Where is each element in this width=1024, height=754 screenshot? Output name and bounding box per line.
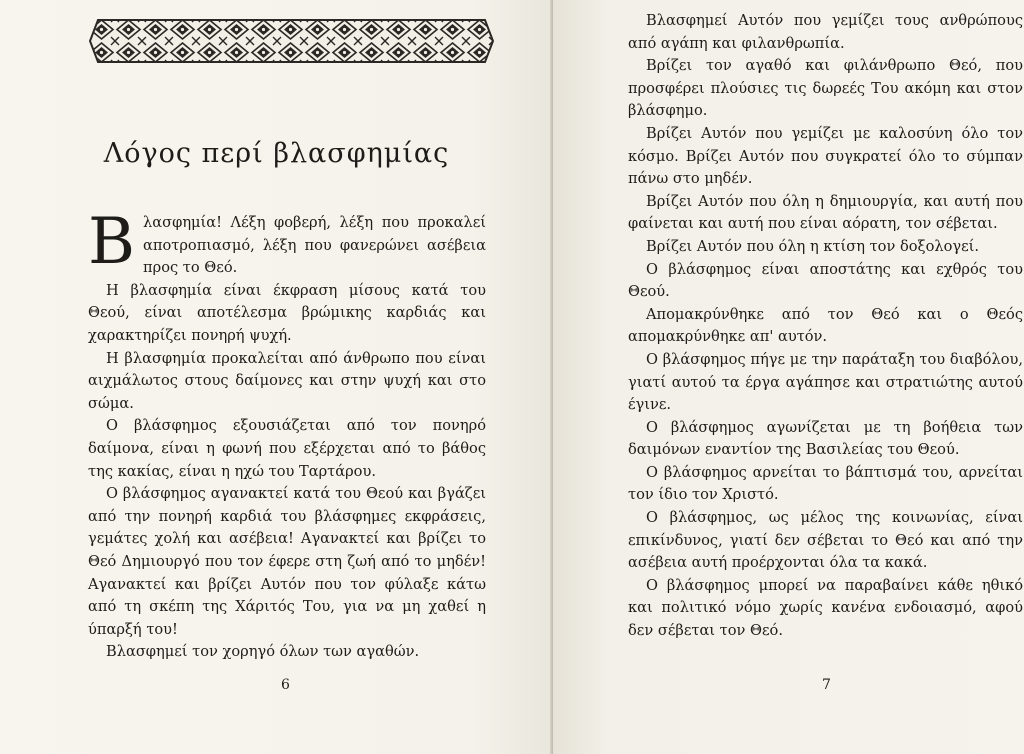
left-page-text — [88, 205, 486, 664]
paragraph: Ο βλάσφημος αγωνίζεται με τη βοήθεια των δαιμόνων εναντίον της Βασιλείας του Θεού. — [628, 418, 1023, 459]
ornamental-band-icon — [88, 18, 495, 64]
paragraph-text: λασφημία! Λέξη φοβερή, λέξη που προκαλεί αποτροπιασμό, λέξη που φανερώνει ασέβεια προς το Θεό. — [143, 214, 486, 277]
right-page-text — [628, 10, 1023, 643]
paragraph: Βρίζει Αυτόν που όλη η δημιουργία, και αυτή που φαίνεται και αυτή που είναι αόρατη, τον σέβεται. — [628, 192, 1023, 233]
paragraph: Ο βλάσφημος αγανακτεί κατά του Θεού και βγάζει από την πονηρή καρδιά του βλάσφημες εκφράσεις, γεμάτες χολή και ασέβεια! Αγανακτεί και βρίζει το Θεό Δημιουργό που τον έφερε στη ζωή από το μηδέν! Αγανακτεί και βρίζει Αυτόν που τον φύλαξε κάτω από τη σκέπη της Χάριτός Του, για να μη χαθεί η ύπαρξή του! — [88, 485, 486, 638]
paragraph: Ο βλάσφημος αρνείται το βάπτισμά του, αρνείται τον ίδιο τον Χριστό. — [628, 463, 1023, 504]
paragraph: Βλασφημεί τον χορηγό όλων των αγαθών. — [106, 643, 420, 661]
paragraph: Βλασφημεί Αυτόν που γεμίζει τους ανθρώπους από αγάπη και φιλανθρωπία. — [628, 12, 1023, 52]
paragraph: Βρίζει Αυτόν που όλη η κτίση τον δοξολογεί. — [646, 237, 980, 255]
paragraph: Ο βλάσφημος είναι αποστάτης και εχθρός του Θεού. — [628, 260, 1023, 301]
page-number-left: 6 — [281, 677, 290, 693]
paragraph: Ο βλάσφημος πήγε με την παράταξη του διαβόλου, γιατί αυτού τα έργα αγάπησε και στρατιώτης αυτού έγινε. — [628, 350, 1023, 414]
paragraph: Η βλασφημία προκαλείται από άνθρωπο που είναι αιχμάλωτος στους δαίμονες και στην ψυχή και στο σώμα. — [88, 349, 486, 412]
drop-cap: Β — [88, 205, 136, 279]
paragraph: Βρίζει τον αγαθό και φιλάνθρωπο Θεό, που προσφέρει πλούσιες τις δωρεές Του ακόμη και στον βλάσφημο. — [628, 57, 1023, 120]
paragraph: Ο βλάσφημος εξουσιάζεται από τον πονηρό δαίμονα, είναι η φωνή που εξέρχεται από το βάθος της κακίας, είναι η ηχώ του Ταρτάρου. — [88, 417, 486, 480]
paragraph: Η βλασφημία είναι έκφραση μίσους κατά του Θεού, είναι αποτέλεσμα βρώμικης καρδιάς και χαρακτηρίζει πονηρή ψυχή. — [88, 281, 486, 344]
chapter-title: Λόγος περί βλασφημίας — [103, 138, 450, 169]
page-number-right: 7 — [822, 677, 831, 693]
paragraph: Ο βλάσφημος, ως μέλος της κοινωνίας, είναι επικίνδυνος, γιατί δεν σέβεται το Θεό και από την ασέβεια αυτή προέρχονται όλα τα κακά. — [628, 509, 1023, 572]
paragraph: Ο βλάσφημος μπορεί να παραβαίνει κάθε ηθικό και πολιτικό νόμο χωρίς κανένα ενδοιασμό, αφού δεν σέβεται τον Θεό. — [628, 576, 1023, 640]
paragraph: Βρίζει Αυτόν που γεμίζει με καλοσύνη όλο τον κόσμο. Βρίζει Αυτόν που συγκρατεί όλο το σύμπαν πάνω στο μηδέν. — [628, 124, 1023, 188]
first-paragraph — [88, 205, 486, 280]
paragraph: Απομακρύνθηκε από τον Θεό και ο Θεός απομακρύνθηκε απ' αυτόν. — [628, 305, 1023, 346]
